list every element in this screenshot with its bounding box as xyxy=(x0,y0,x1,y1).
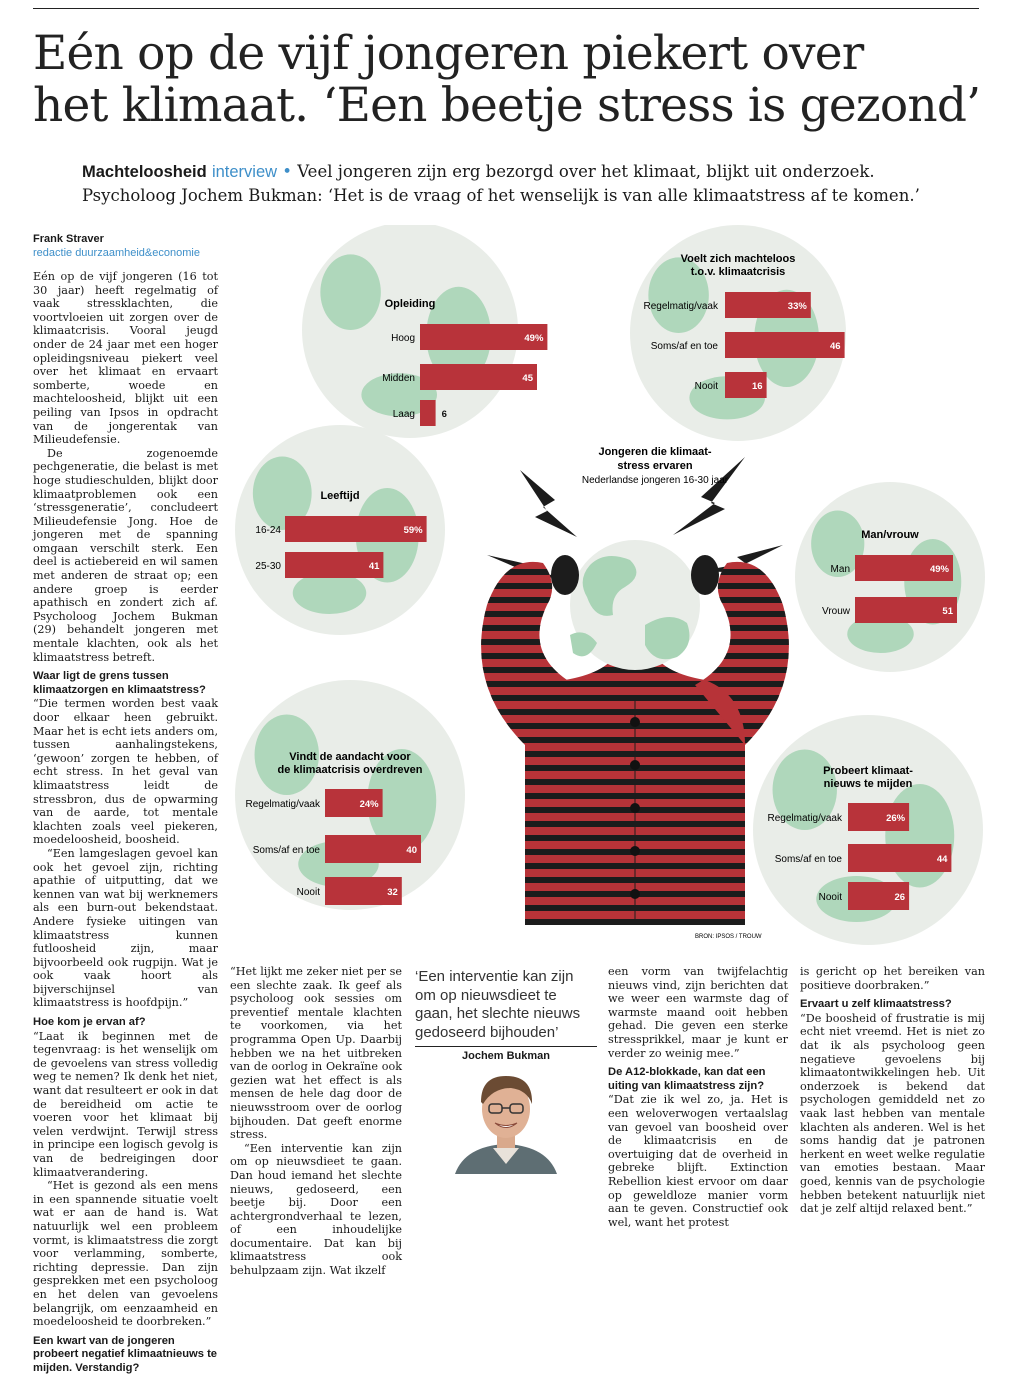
bar-value-label: 6 xyxy=(441,409,447,420)
bar-category-label: 16-24 xyxy=(255,525,281,536)
bar-category-label: Man xyxy=(830,564,850,575)
chart-title: de klimaatcrisis overdreven xyxy=(277,764,423,776)
lead-bullet: • xyxy=(282,162,293,181)
bar-value-label: 44 xyxy=(936,854,948,865)
bar-value-label: 26% xyxy=(886,813,906,824)
chart-globe xyxy=(235,680,465,910)
bar-category-label: Soms/af en toe xyxy=(252,845,320,856)
top-rule xyxy=(33,8,979,9)
chart-title: Leeftijd xyxy=(320,490,360,502)
bar xyxy=(420,400,436,426)
article-column-1 xyxy=(33,270,218,1376)
body-paragraph: “Het is gezond als een mens in een spannende situatie voelt wat er aan de hand is. Wat natuurlijk wel een probleem vormt, is klimaatstress die zorgt voor verlamming, somberte, richting depressie. Dan zijn gesprekken met een psycholoog en het delen van gevoelens belangrijk, om eenzaamheid en moedeloosheid te doorbreken.” xyxy=(33,1179,218,1329)
bar-value-label: 49% xyxy=(929,564,949,575)
bar-category-label: Laag xyxy=(392,409,415,420)
chart-title: Probeert klimaat- xyxy=(823,765,913,777)
stripe xyxy=(455,681,815,687)
land-shape xyxy=(320,254,380,330)
chart-globe xyxy=(235,425,445,635)
lead-text-2: Psycholoog Jochem Bukman: ‘Het is de vraag of het wenselijk is van alle klimaatstress af te komen.’ xyxy=(82,186,920,205)
chart-globe xyxy=(753,715,983,945)
graphic-source: BRON: IPSOS / TROUW xyxy=(695,934,762,940)
infographic xyxy=(225,225,985,945)
graphic-title-line-2: stress ervaren xyxy=(617,460,693,472)
bar-category-label: Nooit xyxy=(694,381,718,392)
bar-value-label: 51 xyxy=(942,606,953,617)
lead-paragraph xyxy=(82,160,982,208)
byline-author: Frank Straver xyxy=(33,233,104,245)
byline-department: redactie duurzaamheid&economie xyxy=(33,247,200,259)
bar-value-label: 32 xyxy=(387,887,398,898)
body-paragraph: “Laat ik beginnen met de tegenvraag: is het wenselijk om de gevoelens van stress volledig weg te nemen? Ik denk het niet, want dat resulteert er ook in dat de bereidheid om actie te voeren voor het klimaat bij velen verdwijnt. Terwijl stress in principe een logisch gevolg is van de bedreigingen door klimaatverandering. xyxy=(33,1029,219,1179)
bar-value-label: 41 xyxy=(368,561,380,572)
headline xyxy=(33,28,993,132)
lead-text-1: Veel jongeren zijn erg bezorgd over het klimaat, blijkt uit onderzoek. xyxy=(297,162,875,181)
lightning-bolt-icon xyxy=(520,470,577,537)
chart-globe xyxy=(630,225,846,441)
bar-value-label: 49% xyxy=(524,333,544,344)
author-photo xyxy=(415,1064,597,1174)
bar-category-label: Nooit xyxy=(818,892,842,903)
pull-quote-author: Jochem Bukman xyxy=(415,1046,597,1062)
body-paragraph: De zogenoemde pechgeneratie, die belast is met hoge studieschulden, blijkt door klimaatproblemen ook een ‘stressgeneratie’, concludeert Milieudefensie Jong. Hoe de jongeren met de spanning omgaan verschilt sterk. Een deel is actiebereid en wil samen met anderen de straat op; een andere groep is eerder apathisch en zondert zich af. Psycholoog Jochem Bukman (29) behandelt jongeren met mentale klachten, ook als het klimaatstress betreft. xyxy=(33,446,218,664)
bar-category-label: Soms/af en toe xyxy=(650,341,718,352)
bar-value-label: 33% xyxy=(787,301,807,312)
body-paragraph: “Een interventie kan zijn om op nieuwsdieet te gaan. Dan houd iemand het slechte nieuws, gedoseerd, een beetje bij. Door een achtergrondverhaal te lezen, of een inhoudelijke documentaire. Dat kan bij klimaatstress ook behulpzaam zijn. Wat ikzelf xyxy=(230,1141,402,1278)
article-column-4 xyxy=(608,965,788,1229)
body-paragraph: “Het lijkt me zeker niet per se een slechte zaak. Ik geef als psycholoog ook sessies om preventief mentale klachten te voorkomen, via het programma Open Up. Daarbij hebben we na het uitbreken van de oorlog in Oekraïne ook gezien wat het effect is als mensen de hele dag door de nieuwsstroom over de oorlog bijhouden. Dat geeft enorme stress. xyxy=(230,965,402,1142)
headline-line-1: Eén op de vijf jongeren piekert over xyxy=(33,26,864,81)
chart-title: Opleiding xyxy=(384,298,436,310)
lead-kicker: Machteloosheid xyxy=(82,163,207,181)
bar-category-label: Regelmatig/vaak xyxy=(643,301,718,312)
body-paragraph: “Dat zie ik wel zo, ja. Het is een weloverwogen vertaalslag van gevoel van boosheid over de klimaatcrisis en de overtuiging dat de overheid in gebreke blijft. Extinction Rebellion kiest ervoor om daar op geweldloze manier vorm aan te geven. Constructief ook wel, want het protest xyxy=(608,1093,788,1229)
pull-quote xyxy=(415,968,597,1174)
chart-title: nieuws te mijden xyxy=(823,778,913,790)
bar-category-label: Soms/af en toe xyxy=(774,854,842,865)
graphic-title: Jongeren die klimaat- xyxy=(598,446,712,458)
bar-value-label: 59% xyxy=(403,525,423,536)
bar-category-label: 25-30 xyxy=(255,561,281,572)
bar-category-label: Regelmatig/vaak xyxy=(767,813,842,824)
body-paragraph: “Die termen worden best vaak door elkaar heen gebruikt. Maar het is echt iets anders om, tussen aanhalingstekens, ‘gewoon’ zorgen te hebben, of echt stress. In het geval van klimaatstress leidt de stressbron, dus de opwarming van de aarde, tot mentale klachten zoals veel piekeren, moedeloosheid, boosheid. xyxy=(33,697,218,847)
bar-value-label: 46 xyxy=(830,341,841,352)
bar-category-label: Vrouw xyxy=(822,606,850,617)
byline xyxy=(33,232,200,260)
interview-question: Ervaart u zelf klimaatstress? xyxy=(800,998,952,1011)
bar-value-label: 40 xyxy=(406,845,417,856)
land-shape xyxy=(293,572,367,614)
body-paragraph: is gericht op het bereiken van positieve doorbraken.” xyxy=(800,965,985,992)
chart-title: t.o.v. klimaatcrisis xyxy=(690,266,786,278)
interview-question: Een kwart van de jongeren probeert negatief klimaatnieuws te mijden. Verstandig? xyxy=(33,1334,218,1374)
graphic-subtitle: Nederlandse jongeren 16-30 jaar xyxy=(581,475,729,486)
chart-title: Vindt de aandacht voor xyxy=(289,751,411,763)
body-paragraph: Eén op de vijf jongeren (16 tot 30 jaar) heeft regelmatig of vaak stressklachten, die voortvloeien uit zorgen over de klimaatcrisis. Vooral jeugd onder de 24 jaar met een hoger opleidingsniveau piekert veel over het klimaat en ervaart somberte, woede en machteloosheid, blijkt uit een peiling van Ipsos in opdracht van de jongerentak van Milieudefensie. xyxy=(33,270,218,447)
body-paragraph: “De boosheid of frustratie is mij echt niet vreemd. Het is niet zo dat ik als psycholoog geen negatieve gevoelens bij klimaatontwikkelingen heb. Uit onderzoek is bekend dat psychologen gemiddeld net zo vaak last hebben van mentale klachten als anderen. Wel is het soms handig dat je patronen herkent en weet welke regulatie van emoties bestaan. Maar goed, kennis van de psychologie hebben betekent natuurlijk niet dat je zelf altijd relaxed bent.” xyxy=(800,1011,985,1216)
bar-value-label: 24% xyxy=(359,799,379,810)
bar-category-label: Midden xyxy=(382,373,415,384)
lead-type: interview xyxy=(211,163,278,181)
pull-quote-text: ‘Een interventie kan zijn om op nieuwsdieet te gaan, het slechte nieuws gedoseerd bijhouden’ xyxy=(415,968,581,1041)
bar-value-label: 26 xyxy=(894,892,906,903)
bar-category-label: Regelmatig/vaak xyxy=(245,799,320,810)
body-paragraph: “Een lamgeslagen gevoel kan ook het gevoel zijn, richting apathie of uitputting, dat we kennen van wat bij werknemers als een burn-out bekendstaat. Andere fysieke uitingen van klimaatstress kunnen futloosheid zijn, maar bijvoorbeeld ook rugpijn. Wat je ook vaak hoort als bijverschijnsel van klimaatstress is hoofdpijn.” xyxy=(33,846,218,1010)
interview-question: Hoe kom je ervan af? xyxy=(33,1016,146,1029)
interview-question: De A12-blokkade, kan dat een uiting van klimaatstress zijn? xyxy=(608,1066,766,1092)
headline-line-2: het klimaat. ‘Een beetje stress is gezond’ xyxy=(33,78,981,133)
bar xyxy=(725,332,845,358)
chart-title: Man/vrouw xyxy=(861,529,919,541)
body-paragraph: een vorm van twijfelachtig nieuws vind, zijn berichten dat we weer een warmste dag of warmste maand ooit hebben gehad. Die geven een sterke stressprikkel, maar je kunt er verder zo weinig mee.” xyxy=(608,965,788,1060)
bar-category-label: Nooit xyxy=(296,887,320,898)
article-column-2 xyxy=(230,965,402,1278)
bar-value-label: 45 xyxy=(522,373,533,384)
bar-value-label: 16 xyxy=(752,381,763,392)
bar xyxy=(420,364,537,390)
chart-title: Voelt zich machteloos xyxy=(680,253,796,265)
article-column-5 xyxy=(800,965,985,1216)
chart-globe xyxy=(795,482,985,672)
chart-globe xyxy=(302,225,547,438)
interview-question: Waar ligt de grens tussen klimaatzorgen en klimaatstress? xyxy=(33,670,206,696)
bar-category-label: Hoog xyxy=(391,333,415,344)
